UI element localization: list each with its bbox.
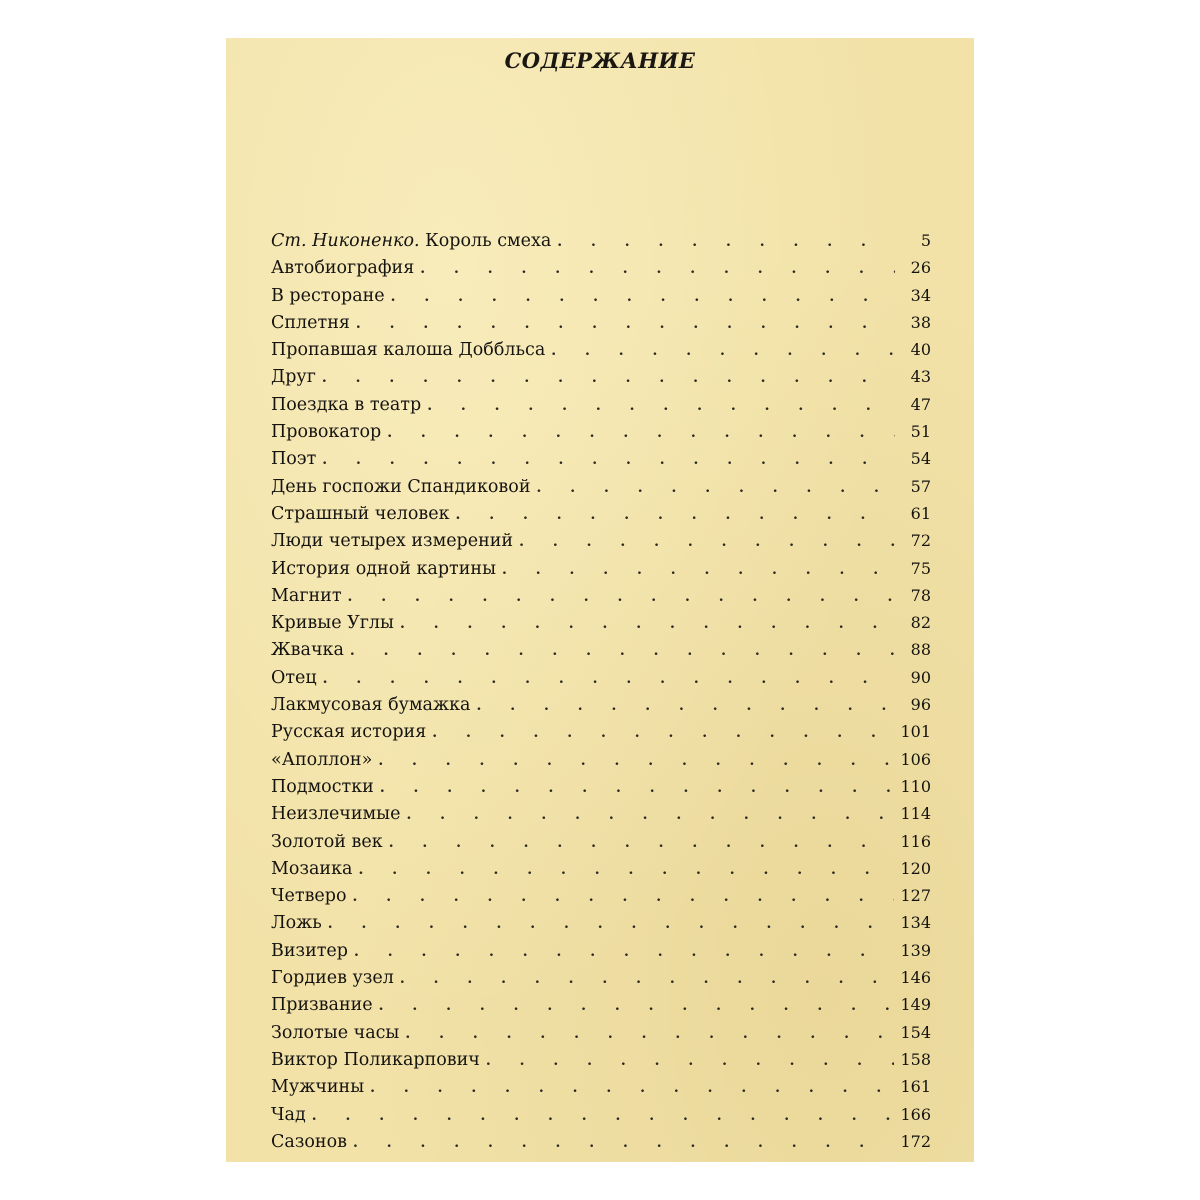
toc-entry-page-number: 51	[910, 422, 931, 442]
toc-entry	[271, 286, 931, 313]
toc-entry-title-text: Ложь	[271, 913, 322, 934]
toc-entry-title	[271, 258, 414, 278]
dot-leader	[420, 261, 895, 277]
toc-entry-title	[271, 1132, 347, 1152]
toc-entry-page-number: 166	[900, 1104, 931, 1124]
toc-entry-title	[271, 395, 421, 415]
toc-entry-page-number: 116	[900, 831, 931, 851]
toc-entry-page-number: 101	[900, 722, 931, 742]
toc-entry-page-number: 40	[910, 340, 931, 360]
toc-entry-title	[271, 1105, 306, 1125]
dot-leader	[400, 971, 895, 987]
toc-entry	[271, 640, 931, 667]
toc-entry	[271, 941, 931, 968]
dot-leader	[350, 643, 895, 659]
toc-entry-title-text: Золотые часы	[271, 1022, 400, 1043]
toc-entry-title-text: Пропавшая калоша Доббльса	[271, 340, 546, 361]
dot-leader	[405, 1026, 894, 1042]
toc-entry	[271, 559, 931, 586]
dot-leader	[502, 562, 895, 578]
toc-entry-page-number: 47	[910, 394, 931, 414]
toc-entry-page-number: 88	[910, 640, 931, 660]
toc-entry-title-text: Призвание	[271, 995, 373, 1016]
dot-leader	[323, 671, 895, 687]
toc-entry-title-text: Жвачка	[271, 640, 344, 661]
toc-entry-title-text: В ресторане	[271, 285, 385, 306]
toc-entry-title-text: Золотой век	[271, 831, 383, 852]
toc-entry-page-number: 110	[900, 776, 931, 796]
toc-entry-title-text: Мозаика	[271, 858, 353, 879]
toc-entry-page-number: 26	[910, 258, 931, 278]
toc-entry-title	[271, 231, 551, 251]
dot-leader	[406, 807, 894, 823]
toc-entry-title	[271, 449, 316, 469]
toc-entry-title	[271, 286, 385, 306]
toc-entry-title-text: Король смеха	[425, 231, 552, 251]
dot-leader	[432, 725, 894, 741]
toc-entry-title	[271, 968, 394, 988]
toc-entry	[271, 995, 931, 1022]
dot-leader	[551, 343, 895, 359]
toc-entry-title-text: Визитер	[271, 940, 348, 961]
toc-entry-page-number: 154	[900, 1022, 931, 1042]
dot-leader	[348, 589, 895, 605]
toc-entry-title-text: Чад	[271, 1104, 306, 1125]
toc-entry-title-text: Русская история	[271, 722, 427, 743]
toc-entry-page-number: 120	[900, 858, 931, 878]
dot-leader	[328, 916, 895, 932]
toc-entry-title-text: Поэт	[271, 449, 317, 470]
toc-entry-title	[271, 340, 545, 360]
toc-entry-title	[271, 422, 381, 442]
toc-entry-page-number: 146	[900, 968, 931, 988]
dot-leader	[456, 507, 895, 523]
toc-entry-page-number: 75	[910, 558, 931, 578]
toc-entry-page-number: 72	[910, 531, 931, 551]
toc-entry-page-number: 90	[910, 667, 931, 687]
toc-entry-title-text: Четверо	[271, 886, 347, 907]
toc-entry	[271, 504, 931, 531]
toc-entry	[271, 613, 931, 640]
dot-leader	[379, 998, 895, 1014]
toc-entry-page-number: 78	[910, 585, 931, 605]
toc-entry-page-number: 82	[910, 613, 931, 633]
toc-entry-page-number: 38	[910, 312, 931, 332]
dot-leader	[427, 398, 895, 414]
toc-entry-title	[271, 559, 496, 579]
toc-entry	[271, 422, 931, 449]
toc-entry	[271, 1132, 931, 1159]
toc-entry	[271, 258, 931, 285]
toc-entry-page-number: 61	[910, 503, 931, 523]
toc-entry-page-number: 114	[900, 804, 931, 824]
toc-entry-page-number: 5	[920, 231, 931, 250]
dot-leader	[312, 1108, 895, 1124]
toc-entry	[271, 1105, 931, 1132]
dot-leader	[354, 944, 894, 960]
toc-entry-page-number: 34	[910, 285, 931, 305]
toc-entry-title	[271, 586, 342, 606]
toc-entry-page-number: 134	[900, 913, 931, 933]
toc-entry-title	[271, 886, 347, 906]
toc-entry	[271, 231, 931, 258]
toc-entry-title-text: Автобиография	[271, 258, 415, 279]
toc-entry-title	[271, 367, 316, 387]
toc-entry	[271, 586, 931, 613]
toc-entry-page-number: 161	[900, 1077, 931, 1097]
toc-entry-title	[271, 750, 372, 770]
toc-entry-title-text: Виктор Поликарпович	[271, 1049, 480, 1070]
table-of-contents	[271, 231, 931, 1159]
toc-entry-page-number: 96	[910, 695, 931, 715]
page-title: СОДЕРЖАНИЕ	[504, 48, 696, 73]
toc-entry-title-text: Провокатор	[271, 422, 382, 443]
dot-leader	[322, 370, 895, 386]
dot-leader	[356, 316, 895, 332]
dot-leader	[391, 289, 895, 305]
toc-entry-title	[271, 1023, 399, 1043]
toc-entry	[271, 477, 931, 504]
toc-entry	[271, 340, 931, 367]
toc-entry-title-text: Отец	[271, 667, 317, 688]
toc-entry-title-text: «Аполлон»	[271, 749, 373, 770]
toc-entry-title	[271, 1077, 364, 1097]
toc-entry-title-text: Друг	[271, 367, 316, 388]
toc-entry	[271, 913, 931, 940]
toc-entry	[271, 886, 931, 913]
toc-entry-page-number: 43	[910, 367, 931, 387]
dot-leader	[389, 835, 895, 851]
toc-entry-title	[271, 695, 470, 715]
toc-entry	[271, 395, 931, 422]
dot-leader	[536, 480, 895, 496]
dot-leader	[358, 862, 894, 878]
toc-entry-title	[271, 777, 374, 797]
dot-leader	[476, 698, 895, 714]
toc-entry-title-text: Кривые Углы	[271, 613, 394, 634]
toc-entry-title-text: Поездка в театр	[271, 394, 422, 415]
toc-entry-title-text: Лакмусовая бумажка	[271, 695, 471, 716]
dot-leader	[557, 234, 895, 250]
dot-leader	[370, 1080, 894, 1096]
toc-entry-title	[271, 913, 322, 933]
toc-entry-title-text: Подмостки	[271, 776, 374, 797]
toc-entry	[271, 1050, 931, 1077]
toc-entry	[271, 531, 931, 558]
toc-entry-title	[271, 504, 450, 524]
toc-entry-title	[271, 722, 426, 742]
toc-entry	[271, 668, 931, 695]
toc-entry	[271, 313, 931, 340]
toc-entry-title	[271, 613, 394, 633]
toc-entry-title	[271, 804, 400, 824]
toc-entry-page-number: 158	[900, 1049, 931, 1069]
toc-entry	[271, 1023, 931, 1050]
toc-entry	[271, 859, 931, 886]
toc-entry	[271, 367, 931, 394]
toc-entry-title	[271, 995, 373, 1015]
toc-entry-title	[271, 1050, 480, 1070]
dot-leader	[380, 780, 895, 796]
toc-entry-page-number: 149	[900, 995, 931, 1015]
toc-entry-title-text: Неизлечимые	[271, 804, 401, 825]
toc-entry	[271, 777, 931, 804]
toc-entry	[271, 968, 931, 995]
toc-entry-title-text: День госпожи Спандиковой	[271, 476, 531, 497]
toc-entry-title	[271, 832, 383, 852]
toc-entry	[271, 722, 931, 749]
toc-entry	[271, 695, 931, 722]
toc-entry-title	[271, 859, 352, 879]
toc-entry	[271, 832, 931, 859]
dot-leader	[387, 425, 895, 441]
toc-entry-page-number: 54	[910, 449, 931, 469]
toc-entry-title	[271, 640, 344, 660]
dot-leader	[353, 889, 895, 905]
toc-entry-page-number: 139	[900, 940, 931, 960]
toc-entry-page-number: 57	[910, 476, 931, 496]
toc-entry-title-text: Магнит	[271, 585, 342, 606]
toc-entry-title-text: Люди четырех измерений	[271, 531, 514, 552]
toc-entry	[271, 804, 931, 831]
toc-entry-page-number: 172	[900, 1131, 931, 1151]
toc-entry	[271, 750, 931, 777]
dot-leader	[378, 753, 894, 769]
toc-entry-title	[271, 313, 350, 333]
toc-entry-title	[271, 477, 530, 497]
toc-entry-title-text: История одной картины	[271, 558, 496, 579]
toc-entry-title-text: Мужчины	[271, 1077, 365, 1098]
toc-entry-title-text: Страшный человек	[271, 503, 450, 524]
toc-entry-title	[271, 941, 348, 961]
dot-leader	[400, 616, 895, 632]
dot-leader	[519, 534, 895, 550]
toc-entry	[271, 1077, 931, 1104]
toc-entry-title	[271, 531, 513, 551]
toc-entry	[271, 449, 931, 476]
toc-entry-title-text: Сплетня	[271, 312, 350, 333]
dot-leader	[322, 452, 895, 468]
book-page	[226, 38, 974, 1162]
toc-entry-title	[271, 668, 317, 688]
toc-entry-page-number: 106	[900, 749, 931, 769]
toc-entry-page-number: 127	[900, 886, 931, 906]
dot-leader	[486, 1053, 895, 1069]
toc-entry-author: Ст. Никоненко.	[271, 231, 420, 251]
toc-entry-title-text: Гордиев узел	[271, 968, 394, 989]
toc-entry-title-text: Сазонов	[271, 1131, 347, 1152]
dot-leader	[353, 1135, 894, 1151]
